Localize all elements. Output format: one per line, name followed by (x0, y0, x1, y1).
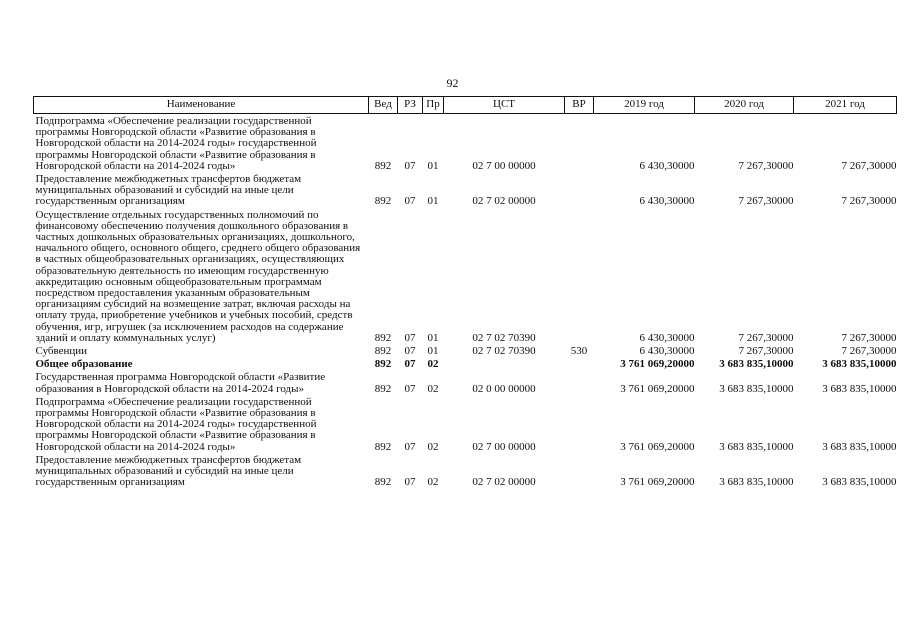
cell-cst: 02 0 00 00000 (472, 382, 536, 395)
table-row (34, 208, 897, 344)
cell-2021: 7 267,30000 (841, 345, 897, 358)
cell-2019: 6 430,30000 (639, 331, 695, 344)
col-header-pr: Пр (423, 97, 444, 114)
col-header-2020: 2020 год (695, 97, 794, 114)
col-header-name: Наименование (34, 97, 369, 114)
cell-2020: 7 267,30000 (738, 345, 794, 358)
cell-cst: 02 7 00 00000 (472, 440, 536, 453)
col-header-ved: Вед (369, 97, 398, 114)
col-header-vr: ВР (565, 97, 594, 114)
cell-pr: 02 (427, 440, 439, 453)
cell-rz: 07 (404, 476, 416, 489)
cell-2019: 3 761 069,20000 (620, 382, 695, 395)
cell-rz: 07 (404, 331, 416, 344)
cell-vr (565, 114, 594, 173)
table-row (34, 114, 897, 173)
cell-ved: 892 (374, 331, 392, 344)
cell-name: Предоставление межбюджетных трансфертов бюджетам муниципальных образований и субсидий на иные цели государственным организациям (35, 453, 302, 489)
cell-pr: 02 (427, 476, 439, 489)
cell-ved: 892 (374, 159, 392, 172)
cell-ved: 892 (374, 440, 392, 453)
cell-vr (565, 357, 594, 370)
cell-vr (565, 453, 594, 489)
cell-rz: 07 (404, 440, 416, 453)
table-row (34, 357, 897, 370)
table-row (34, 453, 897, 489)
cell-pr: 01 (427, 345, 439, 358)
cell-2020: 3 683 835,10000 (719, 382, 794, 395)
cell-2021: 3 683 835,10000 (822, 440, 897, 453)
cell-rz: 07 (404, 358, 416, 371)
cell-2021: 3 683 835,10000 (822, 358, 897, 371)
cell-pr: 02 (427, 358, 439, 371)
cell-name: Предоставление межбюджетных трансфертов бюджетам муниципальных образований и субсидий на иные цели государственным организациям (35, 173, 302, 208)
cell-vr (565, 208, 594, 344)
cell-2019: 3 761 069,20000 (620, 476, 695, 489)
cell-2020: 7 267,30000 (738, 331, 794, 344)
cell-rz: 07 (404, 382, 416, 395)
cell-pr: 02 (427, 382, 439, 395)
cell-ved: 892 (374, 382, 392, 395)
cell-2021: 7 267,30000 (841, 331, 897, 344)
cell-pr: 01 (427, 195, 439, 208)
col-header-2021: 2021 год (794, 97, 897, 114)
cell-name: Государственная программа Новгородской области «Развитие образования в Новгородской области на 2014-2024 годы» (35, 371, 326, 395)
cell-vr (565, 370, 594, 394)
cell-2019: 3 761 069,20000 (620, 358, 695, 371)
cell-cst: 02 7 00 00000 (472, 159, 536, 172)
cell-name: Осуществление отдельных государственных полномочий по финансовому обеспечению получения дошкольного образования в частных дошкольных образовательных организациях, дошкольного, начального общего, основного общего, среднего общего образования в частных общеобразовательных организациях, осуществляющих образовательную деятельность по имеющим государственную аккредитацию основным общеобразовательным программам посредством предоставления указанным образовательным организациям субсидий на возмещение затрат, включая расходы на оплату труда, приобретение учебников и учебных пособий, средств обучения, игр, игрушек (за исключением расходов на содержание зданий и оплату коммунальных услуг) (35, 208, 361, 344)
budget-table (33, 96, 897, 489)
cell-2020: 7 267,30000 (738, 195, 794, 208)
col-header-cst: ЦСТ (444, 97, 565, 114)
cell-vr (565, 172, 594, 208)
cell-2020: 3 683 835,10000 (719, 358, 794, 371)
cell-2019: 6 430,30000 (639, 159, 695, 172)
table-row (34, 172, 897, 208)
col-header-rz: РЗ (398, 97, 423, 114)
cell-2020: 3 683 835,10000 (719, 476, 794, 489)
cell-2021: 3 683 835,10000 (822, 382, 897, 395)
cell-2021: 7 267,30000 (841, 159, 897, 172)
table-header-row (34, 97, 897, 114)
table-row (34, 370, 897, 394)
table-row (34, 395, 897, 453)
cell-2021: 3 683 835,10000 (822, 476, 897, 489)
cell-cst (444, 357, 565, 370)
col-header-2019: 2019 год (594, 97, 695, 114)
cell-vr: 530 (570, 345, 588, 358)
cell-2019: 3 761 069,20000 (620, 440, 695, 453)
cell-name: Субвенции (35, 345, 88, 358)
cell-name: Подпрограмма «Обеспечение реализации государственной программы Новгородской области «Развитие образования в Новгородской области на 2014-2024 годы» государственной программы Новгородской области «Развитие образования в Новгородской области на 2014-2024 годы» (35, 395, 317, 453)
cell-cst: 02 7 02 70390 (472, 345, 536, 358)
cell-pr: 01 (427, 331, 439, 344)
cell-2020: 7 267,30000 (738, 159, 794, 172)
cell-ved: 892 (374, 358, 392, 371)
cell-name: Подпрограмма «Обеспечение реализации государственной программы Новгородской области «Развитие образования в Новгородской области на 2014-2024 годы» государственной программы Новгородской области «Развитие образования в Новгородской области на 2014-2024 годы» (35, 115, 317, 172)
table-row (34, 344, 897, 357)
cell-rz: 07 (404, 195, 416, 208)
cell-ved: 892 (374, 345, 392, 358)
cell-2019: 6 430,30000 (639, 345, 695, 358)
cell-2021: 7 267,30000 (841, 195, 897, 208)
cell-cst: 02 7 02 70390 (472, 331, 536, 344)
cell-pr: 01 (427, 159, 439, 172)
cell-cst: 02 7 02 00000 (472, 476, 536, 489)
cell-rz: 07 (404, 159, 416, 172)
cell-rz: 07 (404, 345, 416, 358)
page-number: 92 (446, 76, 459, 90)
cell-cst: 02 7 02 00000 (472, 195, 536, 208)
cell-vr (565, 395, 594, 453)
cell-2019: 6 430,30000 (639, 195, 695, 208)
cell-ved: 892 (374, 195, 392, 208)
cell-ved: 892 (374, 476, 392, 489)
cell-2020: 3 683 835,10000 (719, 440, 794, 453)
cell-name: Общее образование (35, 358, 133, 371)
